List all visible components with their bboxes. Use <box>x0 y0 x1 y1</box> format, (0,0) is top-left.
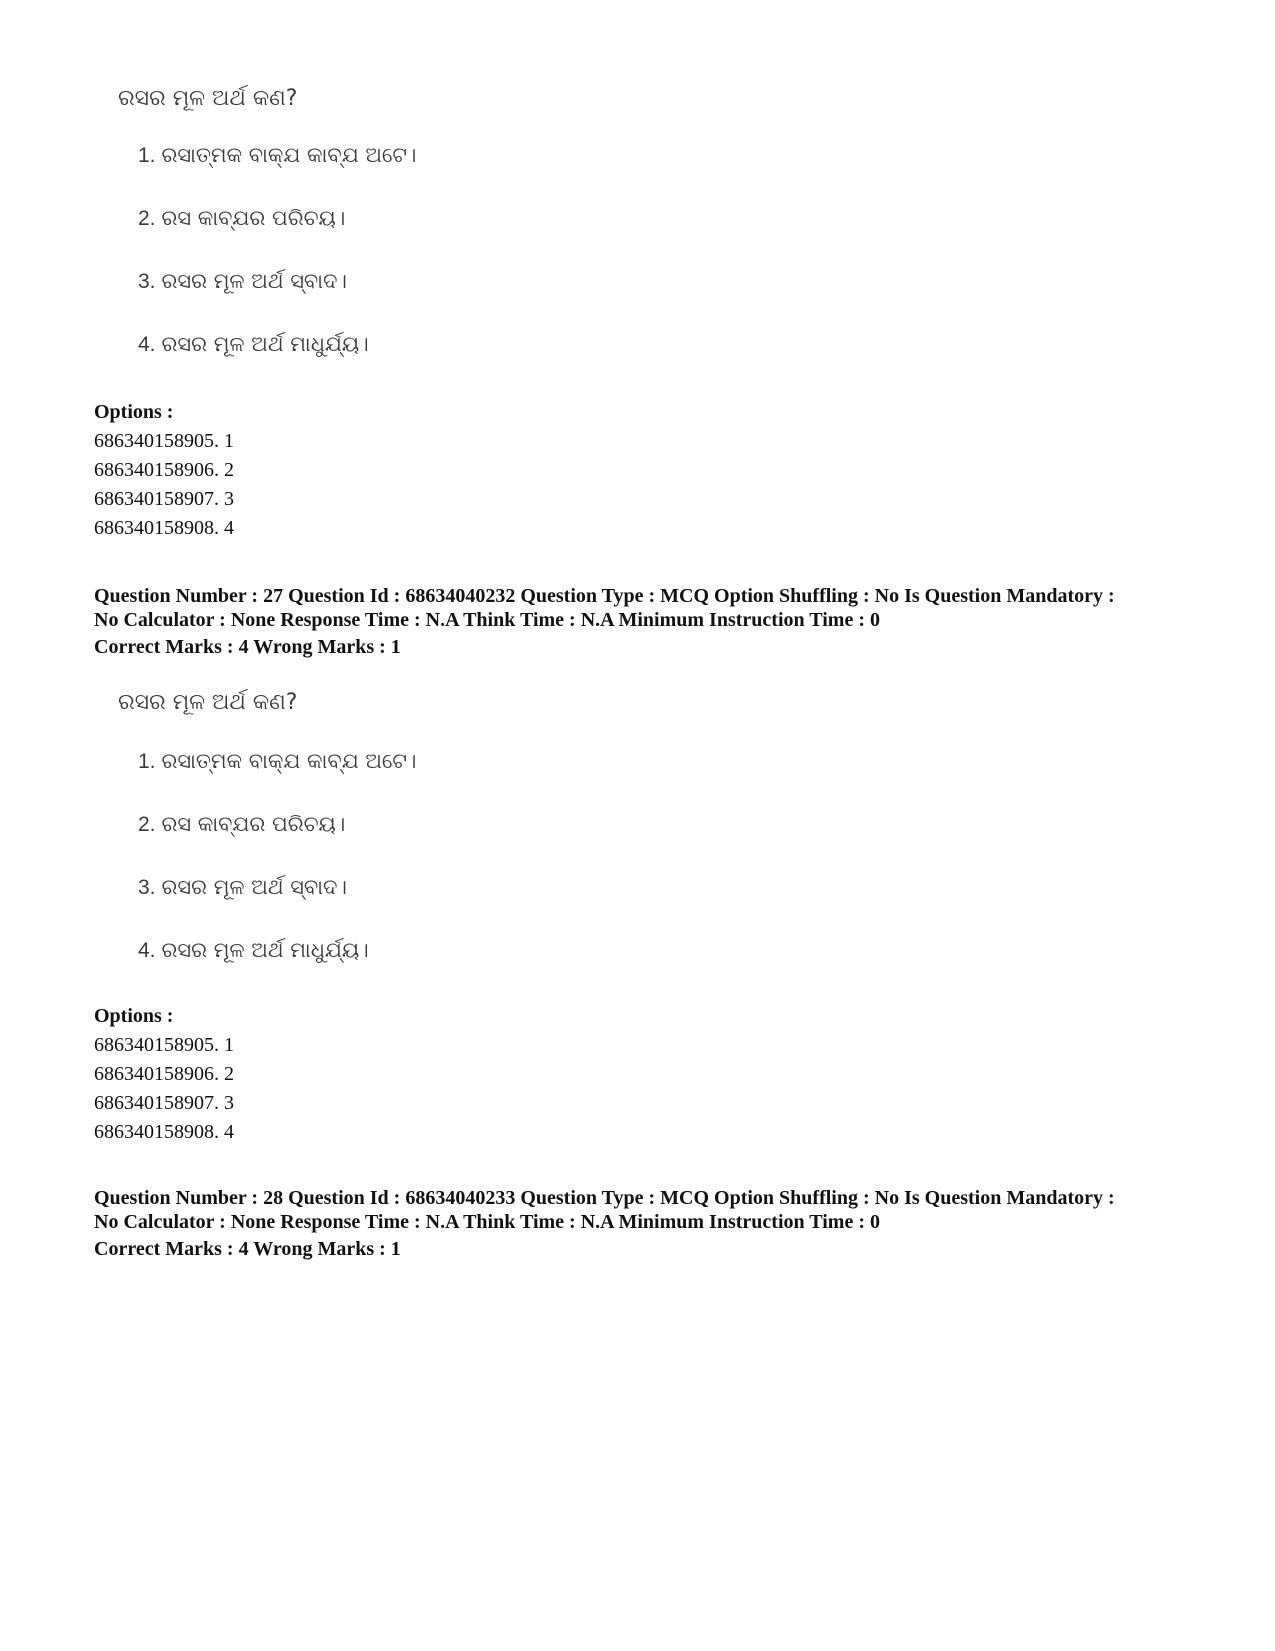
choice-text: ରସାତ୍ମକ ବାକ୍ଯ କାବ୍ଯ ଅଟେ। <box>161 749 417 773</box>
question-marks: Correct Marks : 4 Wrong Marks : 1 <box>94 1238 401 1260</box>
choice-text: ରସାତ୍ମକ ବାକ୍ଯ କାବ୍ଯ ଅଟେ। <box>161 143 417 167</box>
question-choice <box>138 143 416 168</box>
question-choice <box>138 206 345 231</box>
choice-text: ରସର ମୂଳ ଅର୍ଥ ମାଧୁର୍ଯ୍ୟ। <box>161 332 369 356</box>
question-choice <box>138 269 347 294</box>
choice-number: 1. <box>138 144 156 167</box>
question-text-odia: ରସର ମୂଳ ଅର୍ଥ କଣ? <box>118 690 298 715</box>
option-line: 686340158908. 4 <box>94 517 234 539</box>
question-meta-line-2: No Calculator : None Response Time : N.A Think Time : N.A Minimum Instruction Time : 0 <box>94 609 880 631</box>
choice-text: ରସର ମୂଳ ଅର୍ଥ ମାଧୁର୍ଯ୍ୟ। <box>161 938 369 962</box>
options-label: Options : <box>94 401 174 423</box>
choice-number: 4. <box>138 939 156 962</box>
question-choice <box>138 749 416 774</box>
question-choice <box>138 812 345 837</box>
question-choice <box>138 938 369 963</box>
question-marks: Correct Marks : 4 Wrong Marks : 1 <box>94 636 401 658</box>
option-line: 686340158906. 2 <box>94 459 234 481</box>
question-choice <box>138 332 369 357</box>
choice-number: 2. <box>138 813 156 836</box>
choice-number: 3. <box>138 876 156 899</box>
choice-number: 2. <box>138 207 156 230</box>
choice-text: ରସର ମୂଳ ଅର୍ଥ ସ୍ବାଦ। <box>161 875 347 899</box>
question-meta-line-1: Question Number : 27 Question Id : 68634040232 Question Type : MCQ Option Shuffling : No Is Question Mandatory : <box>94 585 1115 607</box>
choice-number: 1. <box>138 750 156 773</box>
question-text-odia: ରସର ମୂଳ ଅର୍ଥ କଣ? <box>118 86 298 111</box>
option-line: 686340158907. 3 <box>94 488 234 510</box>
option-line: 686340158905. 1 <box>94 1034 234 1056</box>
question-meta-line-1: Question Number : 28 Question Id : 68634040233 Question Type : MCQ Option Shuffling : No Is Question Mandatory : <box>94 1187 1115 1209</box>
option-line: 686340158907. 3 <box>94 1092 234 1114</box>
question-meta <box>94 1186 1204 1234</box>
choice-text: ରସ କାବ୍ଯର ପରିଚୟ। <box>161 812 346 836</box>
choice-number: 4. <box>138 333 156 356</box>
choice-text: ରସର ମୂଳ ଅର୍ଥ ସ୍ବାଦ। <box>161 269 347 293</box>
choice-text: ରସ କାବ୍ଯର ପରିଚୟ। <box>161 206 346 230</box>
question-meta <box>94 584 1204 632</box>
option-line: 686340158905. 1 <box>94 430 234 452</box>
option-line: 686340158908. 4 <box>94 1121 234 1143</box>
option-line: 686340158906. 2 <box>94 1063 234 1085</box>
question-meta-line-2: No Calculator : None Response Time : N.A Think Time : N.A Minimum Instruction Time : 0 <box>94 1211 880 1233</box>
question-choice <box>138 875 347 900</box>
choice-number: 3. <box>138 270 156 293</box>
options-label: Options : <box>94 1005 174 1027</box>
